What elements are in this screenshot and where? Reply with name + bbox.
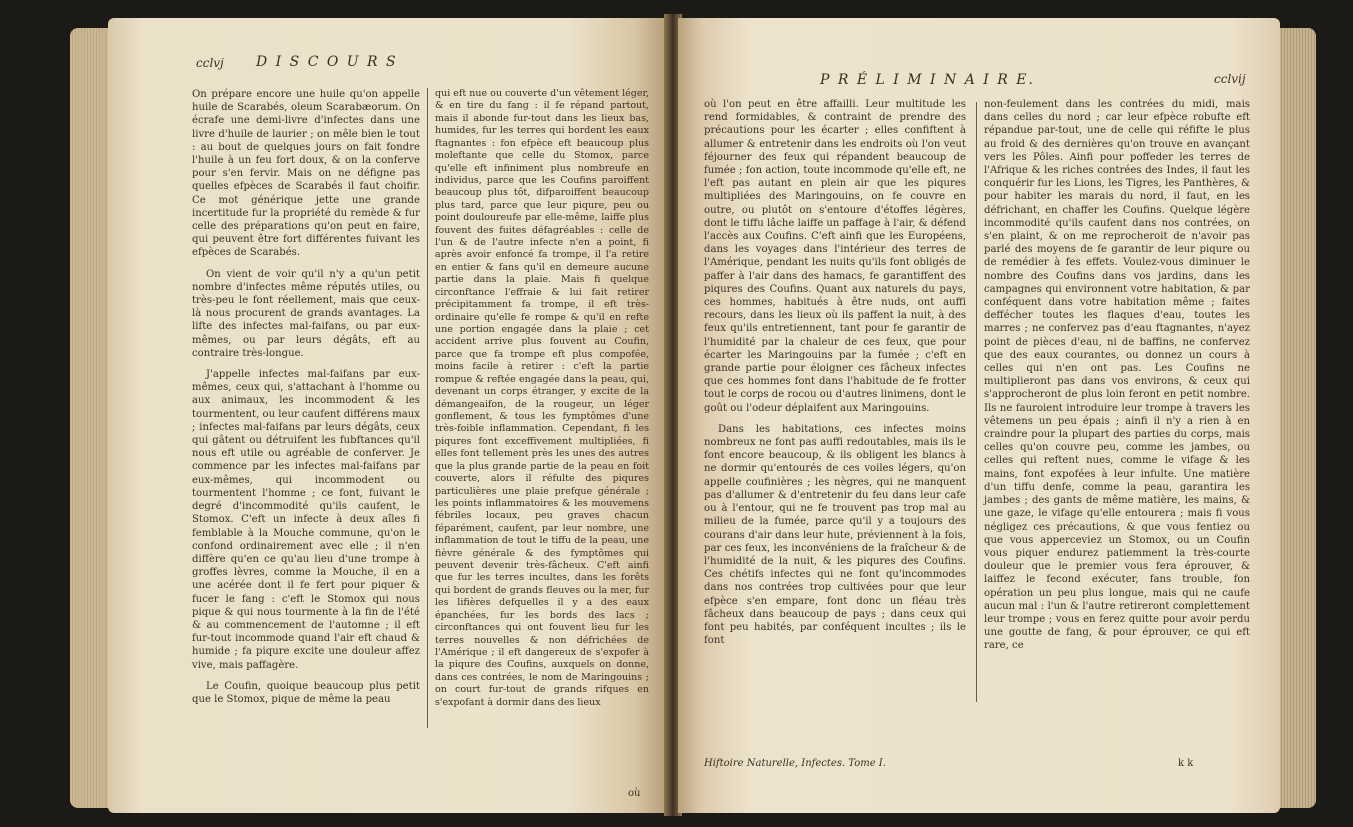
column-rule (976, 102, 977, 702)
page-footer: Hiftoire Naturelle, Infectes. Tome I. (704, 758, 886, 769)
paragraph: qui eft nue ou couverte d'un vêtement léger, & en tire du fang : il fe répand partout, mais il abonde fur-tout dans les lieux bas, humides, fur les terres qui bordent les eaux ftagnantes : fon efpèce eft beaucoup plus moleftante que celle du Stomox, parce qu'elle eft infiniment plus nombreufe en individus, parce que les Coufins paroiffent beaucoup plus tôt, difparoiffent beaucoup plus tard, parce que leur piqure, peu ou point douloureufe par elle-même, laiffe plus fouvent des fuites défagréables : celle de l'un & de l'autre infecte n'en a point, fi après avoir enfoncé fa trompe, il l'a retire en entier & fans qu'il en demeure aucune partie dans la plaie. Mais fi quelque circonftance l'effraie & lui fait retirer précipitamment fa trompe, il eft très-ordinaire qu'elle fe rompe & qu'il en refte une portion engagée dans la plaie ; cet accident arrive plus fouvent au Coufin, parce que fa trompe eft plus compofée, moins facile à retirer : c'eft la partie rompue & reftée engagée dans la peau, qui, devenant un corps étranger, y excite de la démangeaifon, de la rougeur, un léger gonflement, & tous les fymptômes d'une très-foible inflammation. Cependant, fi les piqures font exceffivement multipliées, fi elles font tellement près les unes des autres que la plus grande partie de la peau en foit couverte, alors il réfulte des piqures particulières une plaie prefque générale ; les points inflammatoires & les mouvemens fébriles locaux, peu graves chacun féparément, caufent, par leur nombre, une inflammation de tout le tiffu de la peau, une fièvre générale & des fymptômes qui peuvent devenir très-fâcheux. C'eft ainfi que fur les terres incultes, dans les forêts qui bordent de grands fleuves ou la mer, fur les lifières defquelles il y a des eaux épanchées, fur les bords des lacs ; circonftances qui ont fouvent lieu fur les terres nouvelles & non défrichées de l'Amérique ; il eft dangereux de s'expofer à la piqure des Coufins, auxquels on donne, dans ces contrées, le nom de Maringouins ; on court fur-tout de grands rifques en s'expofant à dormir dans des lieux (435, 88, 649, 708)
left-folio: cclvj (196, 56, 224, 70)
left-running-head: D I S C O U R S (256, 54, 398, 70)
paragraph: Dans les habitations, ces infectes moins nombreux ne font pas auffi redoutables, mais ils le font encore beaucoup, & ils obligent les blancs à ne dormir qu'entourés de ces voiles légers, qu'on appelle coufinières ; les nègres, qui ne manquent pas d'allumer & d'entretenir du feu dans leur cafe ou à l'entour, qui ne fe trouvent pas trop mal au milieu de la fumée, parce qu'il y a toujours des courans d'air dans leur hute, préviennent à la fois, par ces feux, les inconvéniens de la fraîcheur & de l'humidité de la nuit, & les piqures des Coufins. Ces chétifs infectes qui ne font qu'incommodes dans nos contrées trop cultivées pour que leur efpèce s'en empare, font donc un fléau très fâcheux dans beaucoup de pays ; dans ceux qui font peu habités, par conféquent incultes ; ils le font (704, 423, 966, 647)
right-running-head: P R É L I M I N A I R E. (820, 72, 1035, 88)
right-column-1 (704, 98, 966, 655)
paragraph: Le Coufin, quoique beaucoup plus petit que le Stomox, pique de même la peau (192, 680, 420, 705)
right-page (678, 18, 1280, 813)
left-page (108, 18, 668, 813)
page-edges-left (70, 28, 112, 808)
paragraph: non-feulement dans les contrées du midi, mais dans celles du nord ; car leur efpèce robufte eft répandue par-tout, une de celle qui réfifte le plus au froid & des dernières qu'on trouve en avançant vers les Pôles. Ainfi pour poffeder les terres de l'Afrique & les riches contrées des Indes, il faut les conquérir fur les Lions, les Tigres, les Panthères, & pour habiter les marais du nord, il faut, en les défrichant, en chaffer les Coufins. Quelque légère incommodité qu'ils caufent dans nos contrées, on s'en plaint, & on me reprocheroit de n'avoir pas parlé des moyens de fe garantir de leur piqure ou de remédier à fes effets. Voulez-vous diminuer le nombre des Coufins dans vos jardins, dans les campagnes qui environnent votre habitation, & par conféquent dans votre habitation même ; faites deffécher toutes les flaques d'eau, toutes les marres ; ne confervez pas d'eau ftagnantes, n'ayez point de pièces d'eau, ni de baffins, ne confervez que des eaux courantes, ou donnez un cours à celles qui n'en ont pas. Les Coufins ne multiplieront pas dans vos environs, & ceux qui s'approcheront de plus loin feront en petit nombre. Ils ne fauroient introduire leur trompe à travers les vêtemens un peu épais ; ainfi il n'y a rien à en craindre pour la plupart des parties du corps, mais celles qu'on couvre peu, comme les jambes, ou celles qui reftent nues, comme le vifage & les mains, font expofées à leur infulte. Une matière d'un tiffu denfe, comme la peau, garantira les jambes ; des gants de même matière, les mains, & une gaze, le vifage qu'elle entourera ; mais fi vous négligez ces précautions, & que vous fentiez ou que vous apperceviez un Stomox, ou un Coufin vous piquer endurez patiemment la très-courte douleur que le premier vous fera éprouver, & laiffez le fecond exécuter, fans trouble, fon opération un peu plus longue, mais qui ne caufe aucun mal : l'un & l'autre retireront complettement leur trompe ; vous en ferez quitte pour avoir perdu une goutte de fang, & pour éprouver, ce qui eft rare, ce (984, 99, 1250, 652)
left-column-1 (192, 88, 420, 714)
paragraph: On vient de voir qu'il n'y a qu'un petit nombre d'infectes même réputés utiles, ou très-peu le font réellement, mais que ceux-là nous procurent de grands avantages. La lifte des infectes mal-faifans, ou par eux-mêmes, ou par leurs dégâts, eft au contraire très-longue. (192, 268, 420, 359)
page-edges-right (1276, 28, 1316, 808)
catchword: où (628, 788, 641, 799)
right-column-2 (984, 98, 1250, 661)
signature-mark: k k (1178, 758, 1194, 769)
paragraph: où l'on peut en être affailli. Leur multitude les rend formidables, & contraint de prendre des précautions pour les écarter ; elles confiftent à allumer & entretenir dans les endroits où l'on veut féjourner des feux qui répandent beaucoup de fumée ; fon action, toute incommode qu'elle eft, ne l'eft pas autant en plein air que les piqures multipliées des Maringouins, on fe couvre en outre, ou plutôt on s'entoure d'étoffes légères, dont le tiffu lâche laiffe un paffage à l'air, & défend l'accès aux Coufins. C'eft ainfi que les Européens, dans les voyages dans l'intérieur des terres de l'Amérique, pendant les nuits qu'ils font obligés de paffer à l'air dans des hamacs, fe garantiffent des piqures des Coufins. Quant aux naturels du pays, ces hommes, habitués à être nuds, ont auffi recours, dans les lieux où ils paffent la nuit, à des feux qu'ils entretiennent, tant pour fe garantir de l'humidité par la chaleur de ces feux, que pour écarter les Maringouins par la fumée ; c'eft en grande partie pour éloigner ces fâcheux infectes que ces hommes font dans l'habitude de fe frotter tout le corps de rocou ou d'autres linimens, dont le goût ou l'odeur déplaifent aux Maringouins. (704, 99, 966, 414)
paragraph: On prépare encore une huile qu'on appelle huile de Scarabés, oleum Scarabæorum. On écrafe une demi-livre d'infectes dans une livre d'huile de laurier ; on mêle bien le tout : au bout de quelques jours on fait fondre l'huile à un feu fort doux, & on la conferve pour s'en fervir. Mais on ne défigne pas quelles efpèces de Scarabés il faut choifir. Ce mot générique jette une grande incertitude fur la propriété du remède & fur celle des préparations qu'on peut en faire, qui peuvent être fort différentes fuivant les efpèces de Scarabés. (192, 89, 420, 259)
left-column-2 (435, 88, 649, 717)
column-rule (427, 88, 428, 728)
right-folio: cclvij (1214, 72, 1246, 86)
paragraph: J'appelle infectes mal-faifans par eux-mêmes, ceux qui, s'attachant à l'homme ou aux animaux, les incommodent & les tourmentent, ou leur caufent différens maux ; infectes mal-faifans par leurs dégâts, ceux qui gâtent ou détruifent les fubftances qu'il nous eft utile ou agréable de conferver. Je commence par les infectes mal-faifans par eux-mêmes, qui incommodent ou tourmentent l'homme ; ce font, fuivant le degré d'incommodité qu'ils caufent, le Stomox. C'eft un infecte à deux aîles fi femblable à la Mouche commune, qu'on le confond ordinairement avec elle ; il n'en diffère qu'en ce qu'au lieu d'une trompe à groffes lèvres, comme la Mouche, il en a une acérée dont il fe fert pour piquer & fucer le fang : c'eft le Stomox qui nous pique & qui nous tourmente à la fin de l'été & au commencement de l'automne ; il eft fur-tout incommode quand l'air eft chaud & humide ; fa piqure excite une douleur affez vive, mais paffagère. (192, 369, 420, 671)
